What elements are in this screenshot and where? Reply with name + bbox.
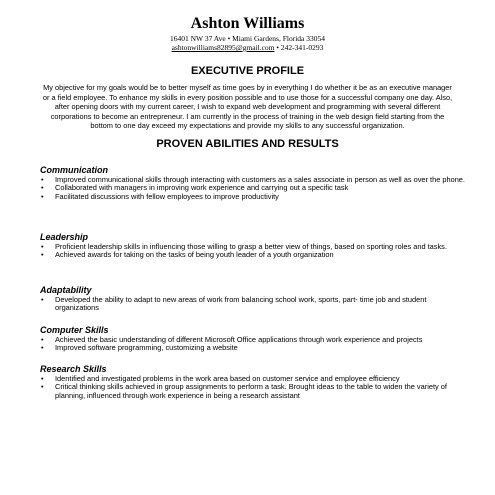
list-item [40, 251, 470, 259]
item-text: Proficient leadership skills in influencing those willing to grasp a better view of things, based on sporting roles and tasks. [55, 242, 447, 251]
candidate-name: Ashton Williams [190, 15, 305, 32]
section-computer-skills [40, 325, 470, 353]
bullet-list [40, 336, 470, 353]
section-communication [40, 165, 470, 201]
bullet-list [40, 375, 470, 400]
contact-line [0, 43, 495, 52]
bullet-list [40, 176, 470, 201]
bullet-icon: • [41, 250, 44, 260]
bullet-icon: • [41, 343, 44, 353]
bullet-icon: • [41, 175, 44, 184]
phone-text: • 242-341-0293 [274, 43, 324, 52]
address-line: 16401 NW 37 Ave • Miami Gardens, Florida 33054 [169, 34, 326, 43]
item-text: Achieved awards for taking on the tasks of being youth leader of a youth organization [55, 250, 334, 260]
item-text: Developed the ability to adapt to new areas of work from balancing school work, sports, part- time job and student organizations [55, 295, 427, 313]
item-text: Critical thinking skills achieved in group assignments to perform a task. Brought ideas to the table to widen the variety of planning, influenced through work experience in being a research assistant [55, 382, 447, 400]
list-item [40, 383, 470, 400]
section-title: Computer Skills [40, 325, 109, 335]
section-adaptability [40, 285, 470, 313]
bullet-list [40, 296, 470, 313]
email-link[interactable]: ashtonwilliams82895@gmail.com [171, 43, 275, 52]
abilities-heading: PROVEN ABILITIES AND RESULTS [156, 138, 339, 150]
section-title: Research Skills [40, 364, 107, 374]
executive-profile-text: My objective for my goals would be to better myself as time goes by in everything I do whether it be as an executive manager or a field employee. To enhance my skills in every position possible and to use those for a successful company one day. Also, after opening doors with my current career, I wish to expand web development and programming with several different corporations to become an entrepreneur. I am currently in the process of training in the web design field starting from the bottom to one day exceed my expectations and provide my skills to any successful organization. [42, 83, 453, 130]
executive-profile-heading: EXECUTIVE PROFILE [190, 65, 305, 77]
item-text: Achieved the basic understanding of different Microsoft Office applications through work experience and projects [55, 335, 423, 344]
bullet-icon: • [41, 374, 44, 383]
section-research-skills [40, 364, 470, 400]
list-item [40, 344, 470, 352]
bullet-list [40, 243, 470, 260]
list-item [40, 193, 470, 201]
bullet-icon: • [41, 295, 44, 304]
item-text: Facilitated discussions with fellow employees to improve productivity [55, 191, 279, 201]
list-item [40, 296, 470, 313]
item-text: Identified and investigated problems in the work area based on customer service and employee efficiency [55, 374, 400, 383]
bullet-icon: • [41, 382, 44, 392]
section-title: Adaptability [40, 285, 92, 295]
bullet-icon: • [41, 183, 44, 193]
section-title: Communication [40, 165, 109, 175]
item-text: Improved communicational skills through interacting with customers as a sales associate in person as well as over the phone. [55, 175, 465, 184]
section-leadership [40, 232, 470, 260]
section-title: Leadership [40, 232, 89, 242]
bullet-icon: • [41, 335, 44, 344]
bullet-icon: • [41, 191, 44, 201]
item-text: Improved software programming, customizing a website [55, 343, 238, 353]
item-text: Collaborated with managers in improving work experience and carrying out a specific task [55, 183, 349, 193]
bullet-icon: • [41, 242, 44, 251]
